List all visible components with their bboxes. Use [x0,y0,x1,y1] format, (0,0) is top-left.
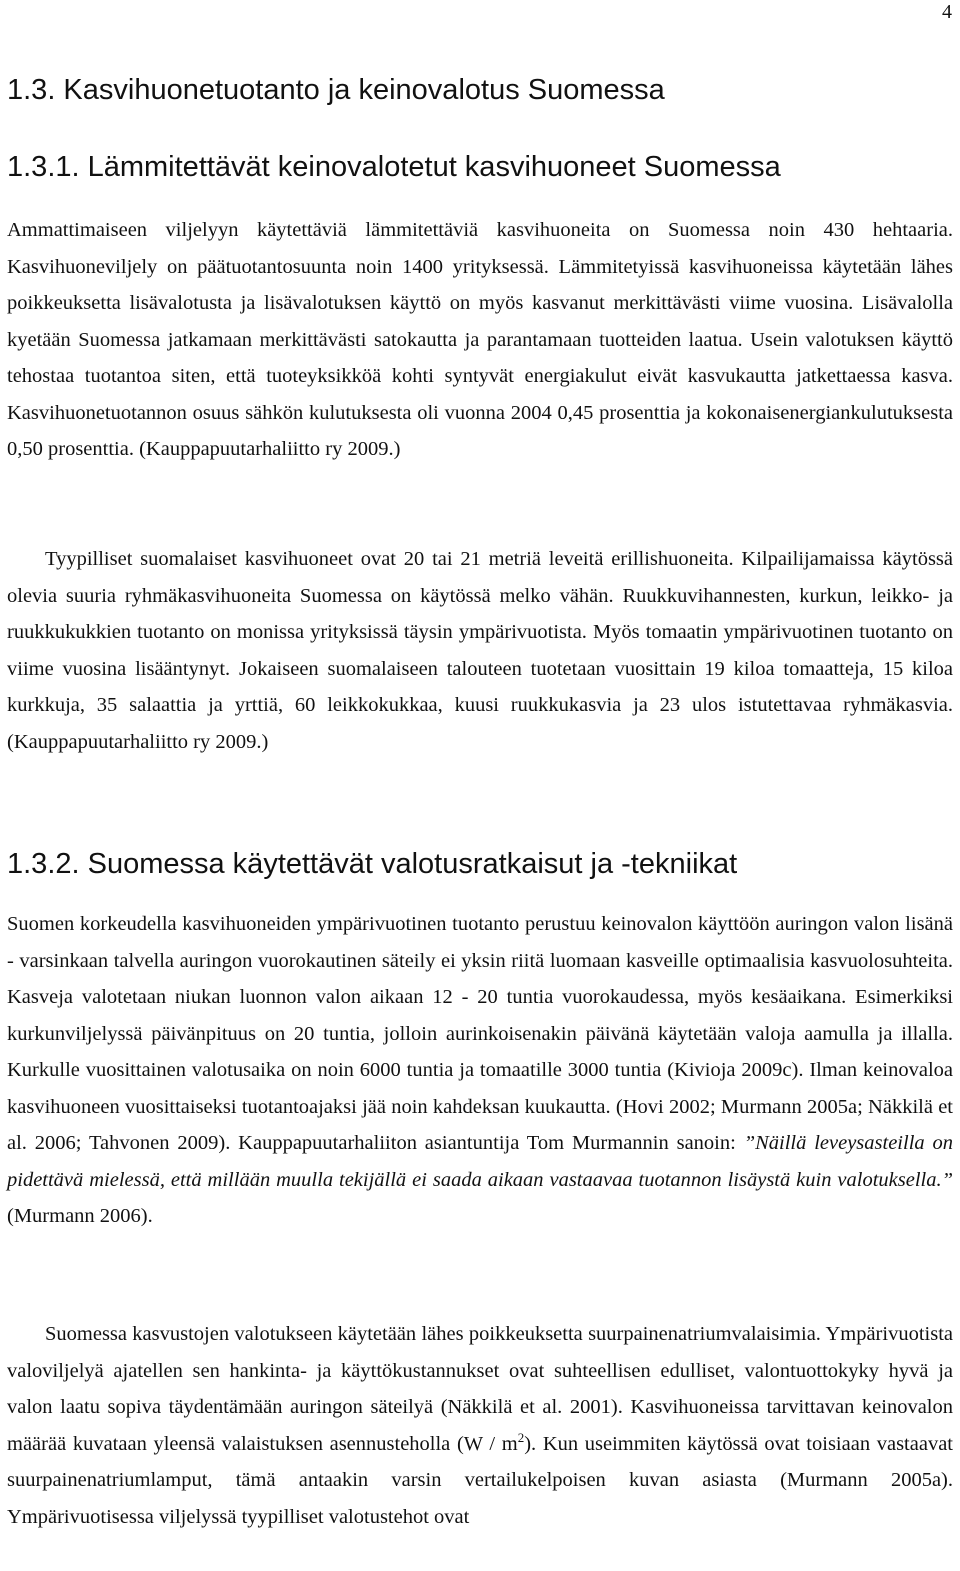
subsection-heading-1: 1.3.1. Lämmitettävät keinovalotetut kasvihuoneet Suomessa [7,151,781,183]
subsection-heading-2: 1.3.2. Suomessa käytettävät valotusratkaisut ja -tekniikat [7,848,738,880]
paragraph-text: Suomessa kasvustojen valotukseen käytetään lähes poikkeuksetta suurpainenatriumvalaisimia. Ympärivuotista valoviljelyä ajatellen sen hankinta- ja käyttökustannukset ovat suhteellisen edulliset, valontuottokyky hyvä ja valon laatu sopiva täydentämään auringon säteilyä (Näkkilä et al. 2001). Kasvihuoneissa tarvittavan keinovalon määrää kuvataan yleensä valaistuksen asennusteholla (W / m [7,1323,953,1455]
superscript: 2 [517,1429,525,1445]
quote: ”Näillä leveysasteilla on pidettävä mielessä, että millään muulla tekijällä ei saada aikaan vastaavaa tuotannon lisäystä kuin valotuksella.” [7,1132,954,1191]
citation: (Murmann 2006). [7,1205,153,1227]
paragraph-lamp-types [7,1316,953,1535]
section-heading: 1.3. Kasvihuonetuotanto ja keinovalotus Suomessa [7,74,665,106]
paragraph-lighting-need [7,906,953,1235]
paragraph-text-continued: ). Kun useimmiten käytössä ovat toisiaan vastaavat suurpainenatriumlamput, tämä antaakin varsin vertailukelpoisen kuvan asiasta (Murmann 2005a). Ympärivuotisessa viljelyssä tyypilliset valotustehot ovat [7,1432,953,1528]
paragraph-greenhouse-area: Ammattimaiseen viljelyyn käytettäviä lämmitettäviä kasvihuoneita on Suomessa noin 430 hehtaaria. Kasvihuoneviljely on päätuotantosuunta noin 1400 yrityksessä. Lämmitetyissä kasvihuoneissa käytetään lähes poikkeuksetta lisävalotusta ja lisävalotuksen käyttö on myös kasvanut merkittävästi viime vuosina. Lisävalolla kyetään Suomessa jatkamaan merkittävästi satokautta ja parantamaan tuotteiden laatua. Usein valotuksen käyttö tehostaa tuotantoa siten, että tuoteyksikköä kohti syntyvät energiakulut eivät kasvukautta jatkettaessa kasva. Kasvihuonetuotannon osuus sähkön kulutuksesta oli vuonna 2004 0,45 prosenttia ja kokonaisenergiankulutuksesta 0,50 prosenttia. (Kauppapuutarhaliitto ry 2009.) [7,219,953,460]
paragraph-greenhouse-types: Tyypilliset suomalaiset kasvihuoneet ovat 20 tai 21 metriä leveitä erillishuoneita. Kilpailijamaissa käytössä olevia suuria ryhmäkasvihuoneita Suomessa on käytössä melko vähän. Ruukkuvihannesten, kurkun, leikko- ja ruukkukukkien tuotanto on monissa yrityksissä täysin ympärivuotista. Myös tomaatin ympärivuotinen tuotanto on viime vuosina lisääntynyt. Jokaiseen suomalaiseen talouteen tuotetaan vuosittain 19 kiloa tomaatteja, 15 kiloa kurkkuja, 35 salaattia ja yrttiä, 60 leikkokukkaa, kuusi ruukkukasvia ja 23 ulos istutettavaa ryhmäkasvia. (Kauppapuutarhaliitto ry 2009.) [7,548,953,753]
paragraph-text: Suomen korkeudella kasvihuoneiden ympärivuotinen tuotanto perustuu keinovalon käyttöön auringon valon lisänä - varsinkaan talvella auringon vuorokautinen säteily ei yksin riitä luomaan kasveille optimaalisia kasvuolosuhteita. Kasveja valotetaan niukan luonnon valon aikaan 12 - 20 tuntia vuorokaudessa, myös kesäaikana. Esimerkiksi kurkunviljelyssä päivänpituus on 20 tuntia, jolloin aurinkoisenakin päivänä käytetään valoja aamulla ja illalla. Kurkulle vuosittainen valotusaika on noin 6000 tuntia ja tomaatille 3000 tuntia (Kivioja 2009c). Ilman keinovaloa kasvihuoneen vuosittaiseksi tuotantoajaksi jää noin kahdeksan kuukautta. (Hovi 2002; Murmann 2005a; Näkkilä et al. 2006; Tahvonen 2009). Kauppapuutarhaliiton asiantuntija Tom Murmannin sanoin: [7,913,953,1154]
page-number: 4 [942,1,952,23]
